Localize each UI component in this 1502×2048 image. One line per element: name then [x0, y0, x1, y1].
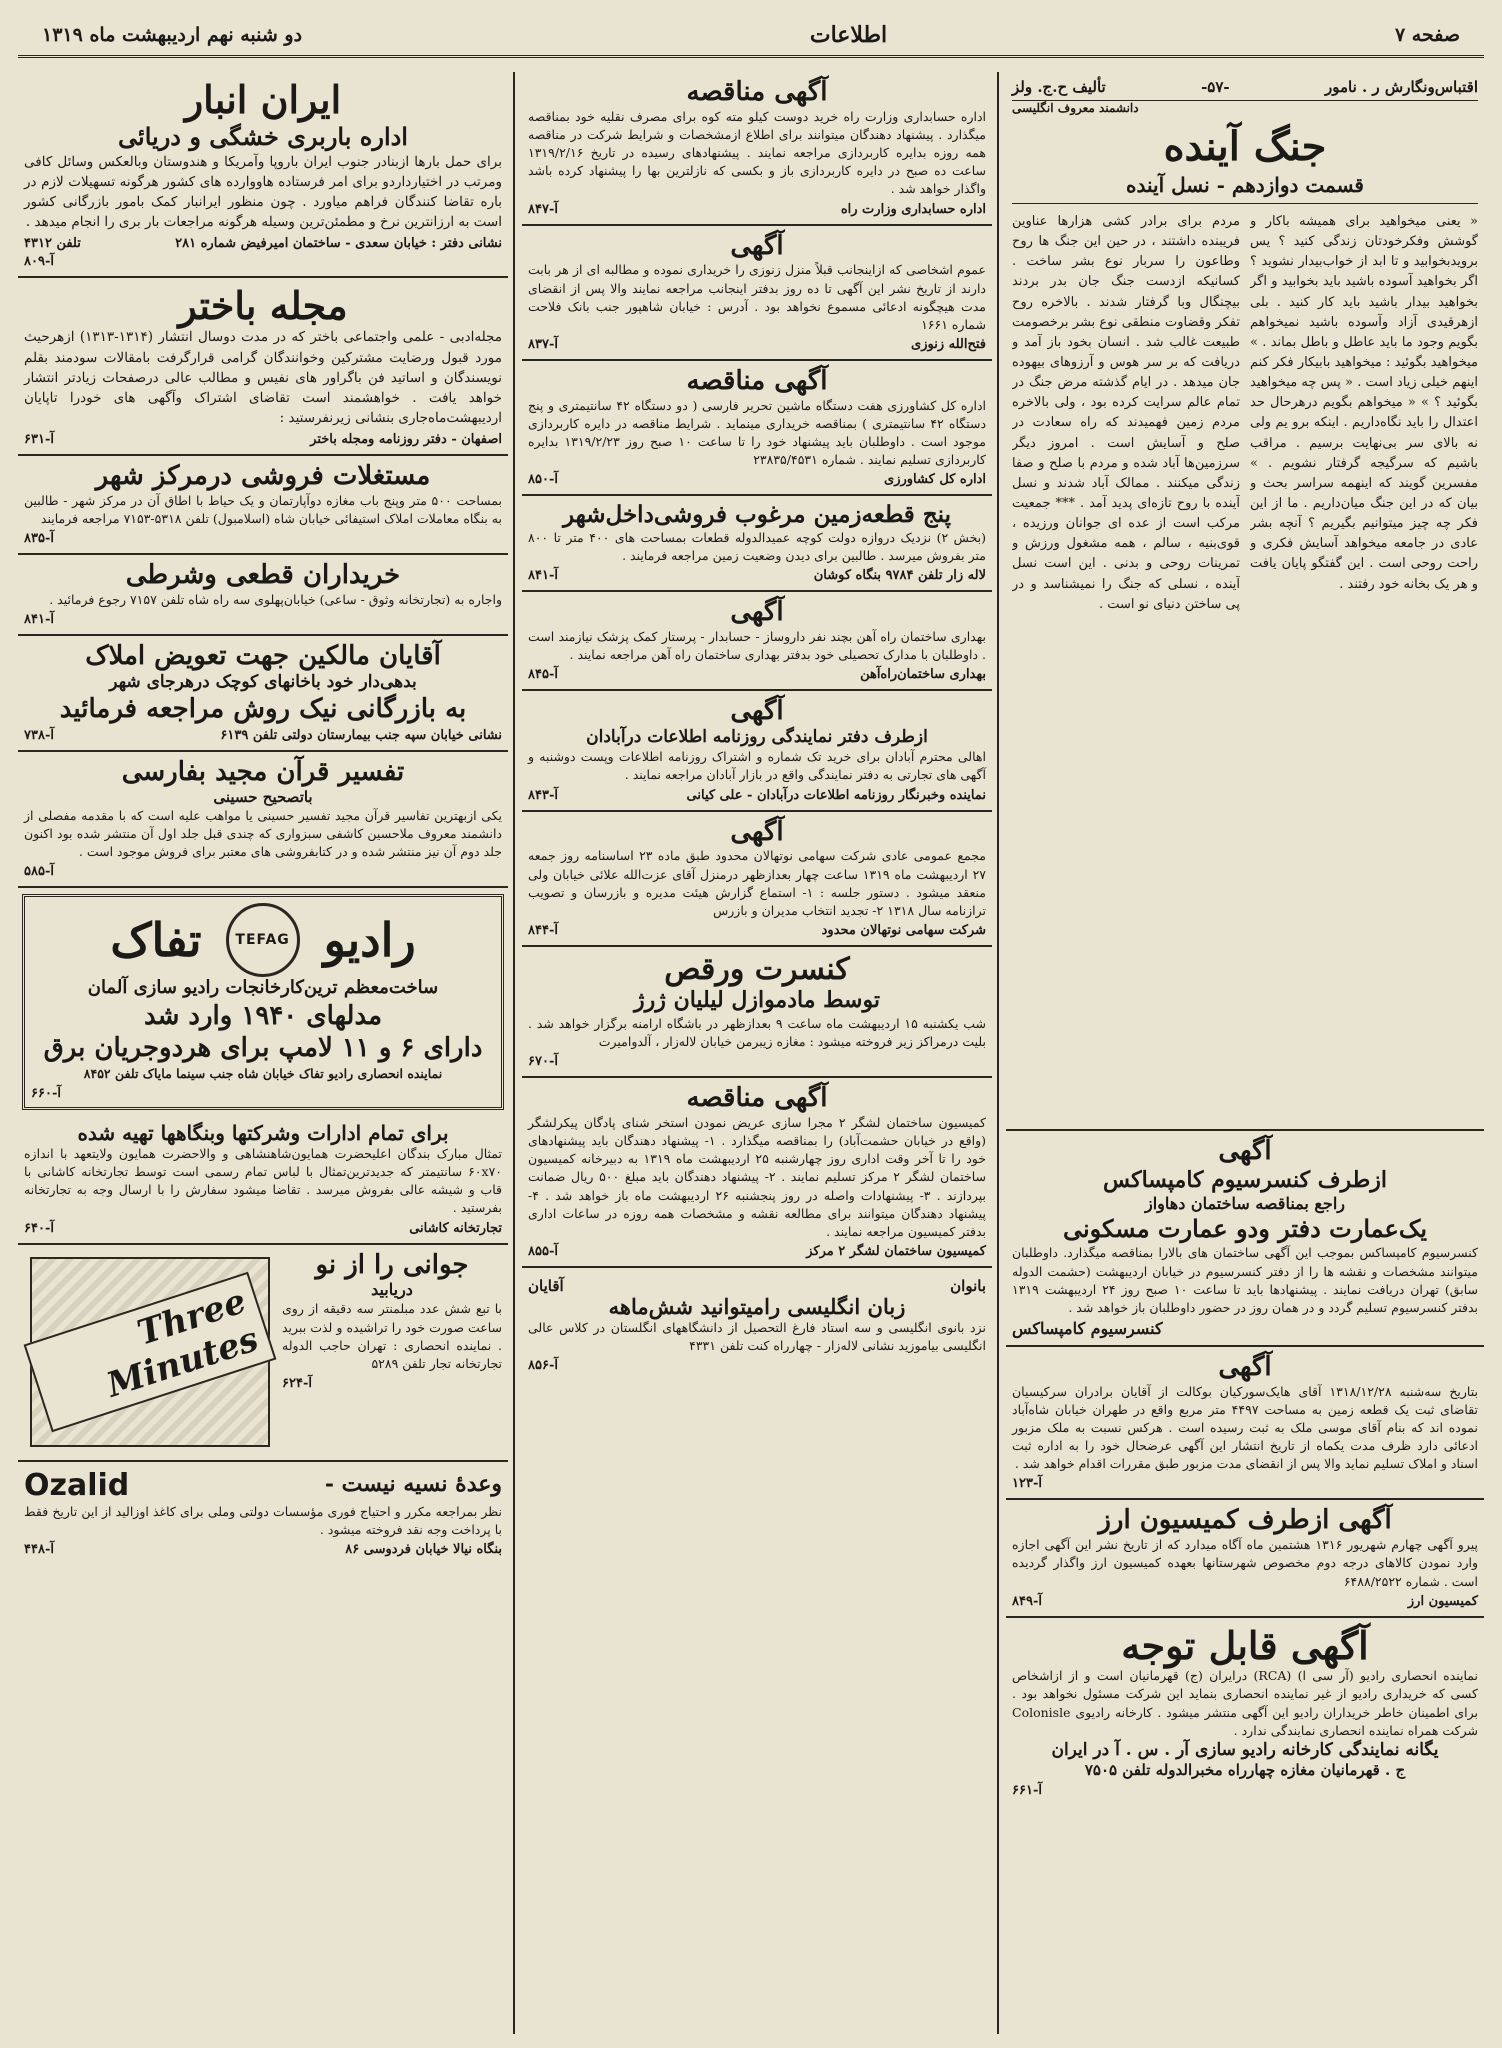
ad-ref: آ-۸۵۶ — [528, 1358, 558, 1374]
ad-ref: آ-۸۳۵ — [24, 530, 54, 546]
ad-address: اصفهان - دفتر روزنامه ومجله باختر — [310, 431, 502, 447]
ad-title: آگهی — [730, 596, 784, 627]
ad-title: آقایان مالکین جهت تعویض املاک — [85, 640, 441, 671]
ad-ref: آ-۸۴۷ — [528, 201, 558, 217]
ad-ref: آ-۶۷۰ — [528, 1054, 558, 1070]
ad-title: آگهی — [730, 696, 784, 727]
ad-buyers — [18, 555, 508, 636]
ad-sign: کنسرسیوم کامپساکس — [1012, 1318, 1163, 1338]
ad-tender-roads — [522, 72, 992, 226]
ad-meta — [24, 531, 502, 546]
article-column: « یعنی میخواهید برای همیشه باکار و گوشش وفکرخودتان زندگی کنید ؟ یس برویدبخوابید و تا ابد از خواب‌بیدار نشوید ؟ اگر بخواهید آسوده باشید باید بخوابید و اگر بخواهید بیدار باشید باید کار کنید . بلی ازهرقیدی آزاد وآسوده باشید نمیخواهم بگویم وجود ما باید عاطل و باطل بماند . » میخواهید بگوئید : میخواهید بابیکار فکر کنم اینهم خیلی زیاد است . « پس چه میخواهید بگوئید ؟ » « میخواهم بگویم درهرحال حد اعتدال را باید نگاه‌داریم . اینکه برو یم ولی نه بالای سر بی‌نهایت برسیم . مراقب باشیم که سرگیجه گرفتار نشویم . » مفسرین گویند که اینهمه سراسر بحث و بیان که در این جنگ میان‌داریم . ما از این فکر چه چیز میتوانیم بگیریم ؟ آنچه بشر عادی در جامعه میخواهد آسایش فکری و راحت روحی است . این گفتگو پایان یافت و هر یک بخانه خود رفتند . — [1250, 214, 1478, 592]
ad-meta — [528, 788, 986, 803]
ad-title: برای تمام ادارات وشرکتها وبنگاهها تهیه شده — [77, 1121, 449, 1146]
ad-owners — [18, 636, 508, 753]
ad-meta — [528, 568, 986, 583]
ad-ref: آ-۸۴۱ — [24, 611, 54, 627]
ad-sign: شرکت سهامی نوتهالان محدود — [821, 922, 986, 938]
ad-title: ایران انبار — [184, 77, 342, 122]
newspaper-page — [18, 14, 1484, 2034]
ad-performer: توسط مادموازل لیلیان ژرژ — [634, 987, 880, 1014]
radio-brand: تفاک — [110, 913, 202, 968]
ad-ref: آ-۸۵۵ — [528, 1243, 558, 1259]
ad-notice — [1006, 1347, 1484, 1501]
ad-subtitle: بدهی‌دار خود باخانهای کوچک درهرجای شهر — [109, 671, 417, 692]
ad-three-minutes — [18, 1245, 508, 1462]
ad-kampsax — [1006, 1131, 1484, 1347]
column-rule — [997, 72, 999, 2034]
ill-brand: Three Minutes — [24, 1271, 277, 1431]
ad-ref: آ-۸۳۷ — [528, 336, 558, 352]
ad-abadan — [522, 691, 992, 811]
radio-spec: دارای ۶ و ۱۱ لامپ برای هردوجریان برق — [43, 1033, 483, 1064]
ad-subtitle: اداره باربری خشگی و دریائی — [118, 121, 408, 151]
serial-article — [1006, 72, 1484, 1131]
ad-meta — [528, 1244, 986, 1259]
column-right — [1006, 72, 1484, 2034]
ad-body: نزد بانوی انگلیسی و سه استاد فارغ التحصیل از دانشگاههای انگلستان در کلاس عالی انگلیسی بیاموزید نشانی لاله‌زار - چهارراه کنت تلفن ۴۳۳۱ — [528, 1320, 986, 1354]
ad-meta — [528, 337, 986, 352]
ad-highlight: به بازرگانی نیک روش مراجعه فرمائید — [59, 693, 467, 724]
ad-subtitle: دریابید — [371, 1280, 413, 1300]
ad-meta — [282, 1376, 502, 1391]
ad-title: کنسرت ورقص — [664, 951, 850, 987]
column-rule — [513, 72, 515, 2034]
ad-title: آگهی ازطرف کمیسیون ارز — [1098, 1505, 1392, 1536]
ad-sign: یگانه نمایندگی کارخانه رادیو سازی آر . س . آ در ایران — [1051, 1739, 1439, 1760]
ad-land-sale — [522, 496, 992, 592]
ad-title: آگهی — [730, 816, 784, 847]
ad-railway-health — [522, 592, 992, 691]
ad-ref: آ-۶۳۱ — [24, 431, 54, 447]
ad-title: آگهی — [1218, 1351, 1272, 1382]
newspaper-name: اطلاعات — [809, 21, 888, 48]
ad-body: اهالی محترم آبادان برای خرید تک شماره و اشتراک روزنامه اطلاعات وپست دوشنبه و آگهی های تجارتی به دفتر نمایندگی واقع در بازار آبادان مراجعه نمایند . — [528, 749, 986, 783]
ad-meta — [528, 667, 986, 682]
radio-header — [31, 903, 495, 977]
ad-meta — [31, 1086, 495, 1101]
ad-address: نشانی خیابان سپه جنب بیمارستان دولتی تلفن ۶۱۳۹ — [220, 728, 502, 744]
ad-body: نماینده انحصاری رادیو (آر سی ا) (RCA) درایران (ج) قهرمانیان است و از ازاشخاص کسی که خریداری رادیو از غیر نماینده انحصاری بنماید این شرکت مسئول نخواهد بود . برای اطمینان خاطر خریداران رادیو این آگهی منتشر میشود . کارخانه رادیوی Colonisle شرکت همراه نماینده انحصاری نمایندگی ندارد . — [1012, 1668, 1478, 1738]
ad-body: اداره کل کشاورزی هفت دستگاه ماشین تحریر فارسی ( دو دستگاه ۴۲ سانتیمتری و پنج دستگاه ۴۲ سانتیمتری ) بمناقصه خریداری مینماید . شرایط مناقصه در دایره کاربردازی موجود است . داوطلبان باید پیشنهاد خود را تا ساعت ۱۰ صبح روز ۱۳۱۹/۲/۲۳ بدایره کاربردازی تسلیم نمایند . شماره ۲۳۸۳۵/۴۵۳۱ — [528, 397, 987, 468]
ad-zonuzi — [522, 226, 992, 361]
ad-subject: راجع بمناقصه ساختمان دهاواز — [1144, 1194, 1345, 1214]
ad-body: (بخش ۲) نزدیک دروازه دولت کوچه عمیدالدوله قطعات بمساحت های ۴۰۰ متر تا ۸۰۰ متر بفروش میرسد . طالبین برای دیدن وضعیت زمین مراجعه فرمایند . — [528, 529, 987, 563]
ad-body: پیرو آگهی چهارم شهریور ۱۳۱۶ هشتمین ماه آگاه میدارد که از تاریخ نشر این آگهی اجازه وارد نمودن کالاهای درجه دوم مخصوص شهرستانها بعهده کمیسیون ارز واگذار گردیده است . شماره ۶۴۸۸/۲۵۲۲ — [1012, 1537, 1478, 1589]
ad-meta — [1012, 1476, 1478, 1491]
ad-body: تمثال مبارک بندگان اعلیحضرت همایون‌شاهنشاهی و والاحضرت همایون ولایتعهد با اندازه ۶۰x۷۰ سانتیمتر که جدیدترین‌تمثال با لباس تمام رسمی است توسط تجارتخانه کاشانی با قاب و شیشه عالی بفروش میرسد . تقاضا میشود سفارش را با ارسال وجه به تجارتخانه بفرستید . — [24, 1146, 502, 1216]
ad-body: واجاره به (تجارتخانه وثوق - ساعی) خیابان‌پهلوی سه راه شاه تلفن ۷۱۵۷ رجوع فرمائید . — [49, 591, 502, 607]
article-title: جنگ آینده — [1163, 123, 1327, 170]
ad-meta — [24, 254, 502, 269]
ad-meta — [528, 923, 986, 938]
ad-meta — [1012, 1783, 1478, 1798]
ad-meta — [528, 202, 986, 217]
ad-body: بتاریخ سه‌شنبه ۱۳۱۸/۱۲/۲۸ آقای هایک‌سورکیان بوکالت از آقایان برادران سرکیسیان تقاضای ثبت یک قطعه زمین به مساحت ۴۴۹۷ متر مربع واقع در طهران خیابان شاه‌آباد نموده اند که بنام آقای موسی ملک به ثبت رسیده است . هرکس نسبت به ملک مزبور ادعائی دارد ظرف مدت یکماه از تاریخ انتشار این آگهی عرضحال خود را به اداره ثبت اسناد و املاک تسلیم نماید والا پس از انقضای مدت مزبور طبق مقررات اقدام خواهد شد . — [1012, 1383, 1478, 1472]
ad-ozalid — [18, 1462, 508, 1564]
ad-portrait — [18, 1116, 508, 1245]
ad-meta — [24, 432, 502, 447]
ad-rca — [1006, 1618, 1484, 1805]
ad-meta — [24, 864, 502, 879]
ad-body: شب یکشنبه ۱۵ اردیبهشت ماه ساعت ۹ بعدازظهر در باشگاه ارامنه برگزار خواهد شد . بلیت درمراکز زیر فروخته میشود : مغازه زیبرمن خیابان لاله‌زار ، آلدوامیرت — [528, 1015, 986, 1050]
page-number: صفحه ۷ — [1394, 23, 1460, 46]
razor-illustration — [30, 1257, 270, 1447]
column-left — [18, 72, 508, 2034]
ad-body: مجمع عمومی عادی شرکت سهامی نوتهالان محدود طبق ماده ۲۳ اساسنامه روز جمعه ۲۷ اردیبهشت ماه ۱۳۱۹ ساعت چهار بعدازظهر درمنزل آقای عزت‌الله علائی خیابان ولی منعقد میشود . دستور جلسه : ۱- استماع گزارش هیئت مدیره و بازرسان و تصویب ترازنامه سال ۱۳۱۸ ۲- تجدید انتخاب مدیران و بازرس — [528, 848, 986, 918]
ad-title: مجله باختر — [178, 282, 348, 328]
ad-from: ازطرف کنسرسیوم کامپساکس — [1103, 1166, 1387, 1193]
issue-date: دو شنبه نهم اردیبهشت ماه ۱۳۱۹ — [42, 23, 303, 46]
ad-title: آگهی مناقصه — [686, 1083, 828, 1114]
article-number: -۵۷- — [1201, 78, 1230, 96]
ad-ref: آ-۴۴۸ — [24, 1541, 54, 1557]
ad-title: جوانی را از نو — [315, 1249, 469, 1280]
ad-meta — [24, 236, 502, 251]
ad-body: بمساحت ۵۰۰ متر وپنج باب مغازه دوآپارتمان و یک حیاط با اطاق آن در مرکز شهر - طالبین به بنگاه معاملات املاک استیفائی خیابان شاه (اسلامبول) تلفن ۵۳۱۸-۷۱۵۳ مراجعه فرمایند — [24, 492, 503, 526]
article-adapter: اقتباس‌ونگارش ر . نامور — [1324, 78, 1478, 96]
article-column: مردم برای برادر کشی هزارها عناوین فریبنده داشتند ، در حین این جنگ ها روح وطاعون را سربار نوع بشر ساخت . کسانیکه ازدست جنگ جان بدر بردند بیچنگال وبا گرفتار شدند . بالاخره روح تفکر وقضاوت منطقی نوع بشر برخصومت طبیعت غالب شد . انسان بخود باز آمد و دریافت که بر سر هوس و آرزوهای بیهوده جان میدهد . در ایام گذشته مرض جنگ در تمام عالم سرایت کرده بود ، ولی بالاخره مردم زمین فهمیدند که راه سعادت در صلح و آسایش است . امروز دیگر سرزمین‌ها آباد شده و مردم با صلح و صفا زندگی میکنند . ممالک آباد شدند و نسل آینده با روح تازه‌ای پدید آمد . *** جمعیت مرکب است از عده ای جوانان ورزیده ، قوی‌بنیه ، سالم ، همه مشغول ورزش و تمرینات روحی و بدنی . این است نسل آینده ، نسلی که جنگ را نمیشناسد و در پی ساختن دنیای نو است . — [1012, 214, 1240, 612]
ad-sign: بنگاه نیالا خیابان فردوسی ۸۶ — [345, 1541, 502, 1557]
ad-body: نظر بمراجعه مکرر و احتیاج فوری مؤسسات دولتی وملی برای کاغذ اوزالید از این تاریخ فقط با پرداخت وجه نقد فروخته میشود . — [24, 1503, 502, 1537]
ad-sign: بهداری ساختمان‌راه‌آهن — [860, 667, 986, 683]
article-author: تألیف ح.ج. ولز — [1012, 78, 1106, 96]
ad-body: کمیسیون ساختمان لشگر ۲ مجرا سازی عریض نمودن استخر شنای پادگان پیکرلشگر (واقع در خیابان حشمت‌آباد) را بمناقصه میگذارد . ۱- پیشنهاد دهندگان باید پیشنهادهای خود را تا آخر وقت اداری روز چهارشنبه ۲۵ اردیبهشت ماه ۱۳۱۹ به دبیرخانه کمیسیون ساختمان لشگر ۲ مرکز تسلیم نمایند . ۲- پیشنهاد دهندگان باید مبلغ ۵۰۰ ریال ضمانت بپردازند . ۳- پیشنهادات واصله در روز پنجشنبه ۲۶ اردیبهشت ماه باز خواهد شد . ۴- پیشنهاد دهندگان میتوانند برای مطالعه نقشه و مشخصات همه روزه در ساعات اداری بدفتر کمیسیون مراجعه نمایند . — [528, 1115, 987, 1239]
ad-meta — [1012, 1594, 1478, 1609]
ad-title: زبان انگلیسی رامیتوانید شش‌ماهه — [608, 1293, 906, 1319]
ad-body: برای حمل بارها ازبنادر جنوب ایران باروپا وآمریکا و هندوستان وبالعکس وسائل کافی ومرتب در اختیارداردو برای امر فرستاده هاووارده های کشور هرگونه تسهیلات لازم در باره تقاضا کنندگان فراهم میاورد . چون منظور ایرانبار کمک بامور بازرگانی کشور است به ارزانترین نرخ و مطمئن‌ترین وسیله هرگونه مراجعات بار بری را انجام میدهد . — [24, 153, 502, 231]
ad-title: آگهی قابل توجه — [1121, 1622, 1369, 1668]
ad-sign: اداره کل کشاورزی — [884, 472, 986, 488]
ad-body: عموم اشخاصی که ازاینجانب قبلاً منزل زنوزی را خریداری نموده و مطالبه ای از هر بابت دارند از تاریخ نشر این آگهی تا ده روز بدفتر اینجانب مراجعه نمایند والا پس از انقضای مدت هیچگونه ادعائی مسموع نخواهد بود . آدرس : خیابان شاهپور جنب بانک فلاحت شماره ۱۶۶۱ — [528, 262, 986, 332]
ad-english-lessons — [522, 1268, 992, 1380]
ad-body: بهداری ساختمان راه آهن بچند نفر داروساز - حسابدار - پرستار کمک پزشک نیازمند است . داوطلبان با مدارک تحصیلی خود بدفتر بهداری ساختمان راه آهن مراجعه نمایند . — [528, 628, 986, 662]
ad-body: اداره حسابداری وزارت راه خرید دوست کیلو مته کوه برای مصرف نقلیه خود بمناقصه میگذارد . پیشنهاد دهندگان میتوانند برای اطلاع ازمشخصات و شرایط شرکت در مناقصه همه روزه بدایره کاربردازی مراجعه نمایند . پیشنهادهای رسیده در تاریخ ۱۳۱۹/۲/۱۶ ساعت ده صبح در دایره کاربردازی باز و بکسی که نازلترین بها را پیشنهاد کرده باشد واگذار خواهد شد . — [528, 108, 986, 197]
ad-currency — [1006, 1500, 1484, 1617]
ad-title: وعدهٔ نسیه نیست - — [324, 1471, 502, 1498]
ad-ref: آ-۱۲۳ — [1012, 1476, 1042, 1492]
ad-title: آگهی مناقصه — [686, 365, 828, 396]
ad-sign: اداره حسابداری وزارت راه — [840, 201, 986, 217]
radio-models: مدلهای ۱۹۴۰ وارد شد — [143, 1000, 383, 1031]
ad-title: پنج قطعه‌زمین مرغوب فروشی‌داخل‌شهر — [562, 501, 951, 529]
ad-body: با تبع شش عدد مبلمنتر سه دقیقه از روی ساعت صورت خود را تراشیده و لذت ببرید . نماینده انحصاری : تهران حاجب الدوله تجارتخانه تجار تلفن ۵۲۸۹ — [282, 1301, 502, 1371]
ad-meta — [24, 1542, 502, 1557]
ad-sign: کمیسیون ارز — [1407, 1593, 1478, 1609]
article-credits — [1012, 78, 1478, 101]
ad-author: باتصحیح حسینی — [213, 788, 313, 807]
ad-body: کنسرسیوم کامپساکس بموجب این آگهی ساختمان های بالارا بمناقصه میگذارد. داوطلبان میتوانند مشخصات و نقشه ها را از دفتر کنسرسیوم در خیابان اردیبهشت (حشمت الدوله سابق) تهران دریافت نمایند . پیشنهادها باید تا ساعت ۱۰ صبح روز ۲۴ اردیبهشت ۱۳۱۹ بدفتر کنسرسیوم تسلیم گردد و در همان روز در حضور داوطلبان باز خواهد شد . — [1012, 1245, 1478, 1315]
ad-body: یکی ازبهترین تفاسیر قرآن مجید تفسیر حسینی یا مواهب علیه است که با مقدمه مفصلی از دانشمند معروف ملاحسین کاشفی سبزواری که چندی قبل جلد اول آن منتشر شده بود اکنون جلد دوم آن نیز منتشر شده و در کتابفروشی های معتبر برای فروش موجود است . — [24, 808, 502, 860]
ad-audience-women: بانوان — [950, 1276, 986, 1295]
ad-address: ج . قهرمانیان مغازه چهارراه مخبرالدوله تلفن ۷۵۰۵ — [1084, 1761, 1406, 1780]
ad-sign: کمیسیون ساختمان لشگر ۲ مرکز — [806, 1243, 986, 1259]
ad-address: نشانی دفتر : خیابان سعدی - ساختمان امیرفیض شماره ۲۸۱ — [175, 235, 502, 251]
ad-iran-anbar — [18, 72, 508, 278]
ad-title: مستغلات فروشی درمرکز شهر — [95, 460, 431, 491]
ad-title: آگهی — [1218, 1136, 1272, 1166]
radio-origin: ساخت‌معظم ترین‌کارخانجات رادیو سازی آلمان — [87, 977, 439, 999]
ad-title: تفسیر قرآن مجید بفارسی — [121, 757, 405, 788]
ad-sign: لاله زار تلفن ۹۷۸۴ بنگاه کوشان — [813, 567, 986, 583]
ad-text — [282, 1251, 502, 1453]
ad-phone: تلفن ۴۳۱۲ — [24, 235, 81, 251]
ad-sign: فتح‌الله زنوزی — [911, 336, 986, 352]
column-middle — [522, 72, 992, 2034]
ad-meta — [528, 1358, 986, 1373]
ad-meta — [24, 612, 502, 627]
ad-body: مجله‌ادبی - علمی واجتماعی باختر که در مدت دوسال انتشار (۱۳۱۴-۱۳۱۳) ازهرحیث مورد قبول ورضایت مشترکین وخوانندگان گرامی قرارگرفت بامقالات سودمند بقلم نویسندگان و اساتید فن باگراور های نفیس و مطالب عالی درصفحات زیادتر انتشار خواهد یافت . خواهشمند است تقاضای اشتراک وآگهی های خودرا تاپایان اردیبهشت‌ماه‌جاری بنشانی زیرنفرستید : — [24, 329, 502, 427]
ad-meta — [528, 472, 986, 487]
ad-audience — [528, 1277, 986, 1295]
radio-address: نماینده انحصاری رادیو تفاک خیابان شاه جنب سینما مایاک تلفن ۸۴۵۲ — [83, 1065, 443, 1081]
ad-meta — [24, 728, 502, 743]
ad-title: آگهی — [730, 230, 784, 261]
article-subtitle: قسمت دوازدهم - نسل آینده — [1012, 173, 1478, 204]
ad-assembly — [522, 812, 992, 947]
tefag-logo-icon: TEFAG — [226, 903, 300, 977]
ad-ref: آ-۸۴۳ — [528, 787, 558, 803]
ad-title: آگهی مناقصه — [686, 77, 828, 107]
ad-ref: آ-۸۴۴ — [528, 922, 558, 938]
ad-shops — [18, 456, 508, 555]
ad-concert — [522, 947, 992, 1078]
ad-ref: آ-۶۲۴ — [282, 1375, 312, 1391]
ozalid-brand: Ozalid — [24, 1467, 130, 1503]
ad-sign: نماینده وخبرنگار روزنامه اطلاعات درآبادان - علی کیانی — [686, 787, 986, 803]
ad-object: یک‌عمارت دفتر ودو عمارت مسکونی — [1062, 1214, 1428, 1244]
ad-tender-army — [522, 1078, 992, 1268]
article-body — [1012, 212, 1478, 1122]
ad-title: خریداران قطعی وشرطی — [125, 559, 401, 590]
author-desc: دانشمند معروف انگلیسی — [1012, 101, 1139, 115]
ad-quran — [18, 752, 508, 888]
ad-ref: آ-۷۳۸ — [24, 728, 54, 744]
ad-meta — [24, 1221, 502, 1236]
ad-ref: آ-۸۵۰ — [528, 472, 558, 488]
ad-ref: آ-۸۴۹ — [1012, 1593, 1042, 1609]
ad-ref: آ-۶۶۱ — [1012, 1782, 1042, 1798]
ad-meta — [528, 1054, 986, 1069]
ad-ref: آ-۸۴۵ — [528, 667, 558, 683]
ad-audience-men: آقایان — [528, 1276, 564, 1295]
ad-sign: تجارتخانه کاشانی — [409, 1220, 502, 1236]
ad-header — [24, 1468, 502, 1503]
ad-ref: آ-۵۸۵ — [24, 864, 54, 880]
ad-ref: آ-۸۴۱ — [528, 567, 558, 583]
ad-from: ازطرف دفتر نمایندگی روزنامه اطلاعات درآبادان — [586, 727, 928, 748]
masthead — [18, 14, 1484, 58]
ad-tender-agriculture — [522, 361, 992, 496]
ad-tefag-radio — [22, 894, 504, 1110]
ad-bakhtar — [18, 278, 508, 456]
ad-ref: آ-۸۰۹ — [24, 253, 54, 269]
ad-ref: آ-۶۶۰ — [31, 1086, 61, 1102]
ad-ref: آ-۶۴۰ — [24, 1220, 54, 1236]
radio-word: رادیو — [323, 913, 416, 968]
